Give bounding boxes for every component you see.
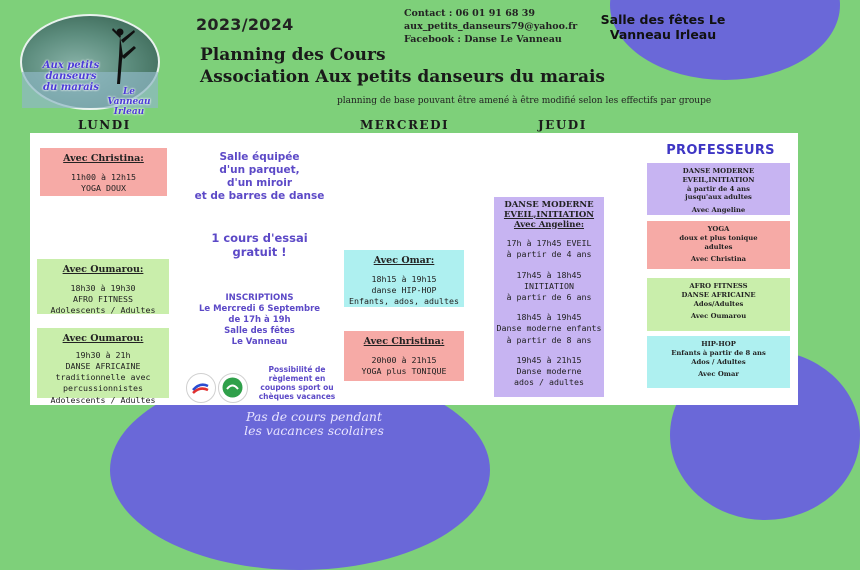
prof-card-christina [647, 221, 790, 269]
card-line: 17h à 17h45 EVEIL [506, 238, 592, 249]
prof-card-line: YOGA [707, 225, 730, 233]
association-name: Association Aux petits danseurs du marais [200, 67, 606, 87]
jeudi-group-initiation [494, 270, 604, 304]
logo-text-association: Aux petits danseurs du marais [42, 60, 100, 93]
info-line: Le Vanneau [231, 336, 288, 347]
card-teacher: Avec Christina: [363, 336, 445, 347]
info-line: règlement en [268, 374, 326, 383]
card-line: 18h30 à 19h30 [70, 282, 136, 293]
venue-label: Salle des fêtes Le Vanneau Irleau [600, 12, 726, 42]
pass-sport-icon [187, 374, 214, 401]
day-header-mercredi: MERCREDI [360, 118, 450, 132]
card-line: 11h00 à 12h15 [71, 171, 136, 182]
prof-card-line: doux et plus tonique [679, 233, 758, 242]
prof-card-line: Enfants à partir de 8 ans [671, 348, 766, 357]
card-line: Danse moderne enfants [496, 323, 602, 334]
prof-card-line: AFRO FITNESS [689, 282, 748, 290]
card-course-subtitle: EVEIL,INITIATION [503, 209, 595, 220]
logo-text-town: Le Vanneau Irleau [107, 87, 151, 117]
info-column [182, 133, 337, 405]
card-line: Danse moderne [516, 365, 582, 376]
jeudi-column [488, 133, 643, 405]
pass-sport-logo [186, 373, 216, 403]
card-line: danse HIP-HOP [371, 285, 437, 295]
card-course-title: DANSE MODERNE [504, 200, 594, 210]
card-line: 18h45 à 19h45 [516, 312, 582, 323]
info-line: INSCRIPTIONS [225, 293, 294, 303]
jeudi-group-adultes [494, 355, 604, 389]
info-line: gratuit ! [232, 245, 287, 260]
card-line: 17h45 à 18h45 [516, 269, 582, 280]
contact-facebook: Facebook : Danse Le Vanneau [404, 33, 562, 45]
day-header-jeudi: JEUDI [538, 118, 587, 132]
card-line: à partir de 4 ans [506, 249, 592, 260]
prof-card-name: Avec Omar [698, 370, 739, 379]
card-line: DANSE AFRICAINE [65, 361, 141, 371]
card-line: Enfants, ados, adultes [349, 296, 459, 307]
cheques-vacances-logo [218, 373, 248, 403]
prof-card-angeline [647, 163, 790, 215]
info-line: de 17h à 19h [228, 314, 291, 325]
card-teacher: Avec Oumarou: [62, 333, 144, 344]
prof-card-line: jusqu'aux adultes [685, 193, 752, 202]
info-free-trial [182, 231, 337, 260]
info-registration [182, 293, 337, 347]
info-line: Salle des fêtes [224, 325, 295, 336]
info-line: d'un parquet, [219, 164, 300, 177]
lundi-card-yoga [40, 148, 167, 196]
vacation-notice-line: Pas de cours pendant [246, 409, 382, 424]
vacation-notice-line: les vacances scolaires [244, 423, 384, 439]
day-header-lundi: LUNDI [78, 118, 131, 132]
prof-card-line: Ados / Adultes [691, 357, 746, 366]
prof-card-line: DANSE MODERNE [682, 167, 755, 175]
professeurs-title: PROFESSEURS [666, 143, 775, 158]
mercredi-column [336, 133, 491, 405]
info-line: et de barres de danse [194, 190, 325, 203]
prof-card-line: HIP-HOP [701, 340, 736, 348]
prof-card-omar [647, 336, 790, 388]
info-line: Possibilité de [268, 365, 326, 374]
card-line: 19h30 à 21h [75, 349, 131, 360]
card-line: ados / adultes [514, 377, 584, 388]
card-line: 18h15 à 19h15 [371, 273, 437, 284]
info-line: Salle équipée [219, 151, 300, 163]
card-line: 20h00 à 21h15 [371, 354, 437, 365]
association-logo [20, 14, 160, 117]
info-payment [257, 365, 337, 401]
card-teacher: Avec Angeline: [513, 219, 585, 230]
prof-card-line: DANSE AFRICAINE [681, 290, 756, 299]
mercredi-card-yoga [344, 331, 464, 381]
prof-card-line: à partir de 4 ans [687, 184, 750, 193]
card-line: YOGA plus TONIQUE [361, 366, 447, 376]
card-line: traditionnelle avec [55, 372, 151, 383]
card-line: à partir de 8 ans [506, 334, 592, 345]
lundi-card-danse-africaine [37, 328, 169, 405]
card-line: Adolescents / Adultes [50, 305, 156, 316]
page-title: Planning des Cours [200, 45, 386, 65]
season-year: 2023/2024 [196, 15, 294, 34]
jeudi-group-enfants [494, 312, 604, 346]
card-teacher: Avec Omar: [373, 255, 435, 266]
prof-card-name: Avec Christina [690, 255, 747, 264]
mercredi-card-hiphop [344, 250, 464, 307]
card-line: à partir de 6 ans [506, 292, 592, 303]
card-line: AFRO FITNESS [73, 294, 133, 304]
contact-info [404, 8, 577, 46]
contact-email[interactable]: aux_petits_danseurs79@yahoo.fr [404, 20, 578, 32]
lundi-column [30, 133, 185, 405]
prof-card-oumarou [647, 278, 790, 331]
info-line: chèques vacances [258, 392, 336, 401]
card-line: YOGA DOUX [81, 183, 126, 193]
info-line: d'un miroir [226, 177, 293, 190]
vacation-notice [236, 410, 392, 439]
card-line: percussionnistes [63, 383, 143, 394]
prof-card-line: adultes [704, 242, 733, 251]
dancer-silhouette-icon [108, 26, 138, 86]
contact-phone: Contact : 06 01 91 68 39 [404, 8, 535, 19]
info-line: coupons sport ou [260, 383, 334, 392]
info-equipment [182, 151, 337, 204]
prof-card-line: EVEIL,INITIATION [682, 175, 755, 184]
cheques-vacances-icon [219, 374, 246, 401]
prof-card-line: Ados/Adultes [693, 299, 744, 308]
card-line: Adolescents / Adultes [50, 394, 156, 405]
card-teacher: Avec Oumarou: [62, 264, 144, 275]
card-teacher: Avec Christina: [63, 153, 144, 164]
info-line: 1 cours d'essai [211, 231, 308, 245]
prof-card-name: Avec Angeline [691, 206, 746, 215]
lundi-card-afro-fitness [37, 259, 169, 314]
card-line: 19h45 à 21h15 [516, 354, 582, 365]
jeudi-card-danse-moderne [494, 197, 604, 397]
professeurs-column [643, 133, 798, 405]
schedule-disclaimer: planning de base pouvant être amené à être modifié selon les effectifs par groupe [337, 96, 712, 106]
jeudi-group-eveil [494, 238, 604, 260]
prof-card-name: Avec Oumarou [690, 312, 747, 321]
info-line: Le Mercredi 6 Septembre [198, 303, 321, 314]
card-line: INITIATION [524, 280, 574, 291]
